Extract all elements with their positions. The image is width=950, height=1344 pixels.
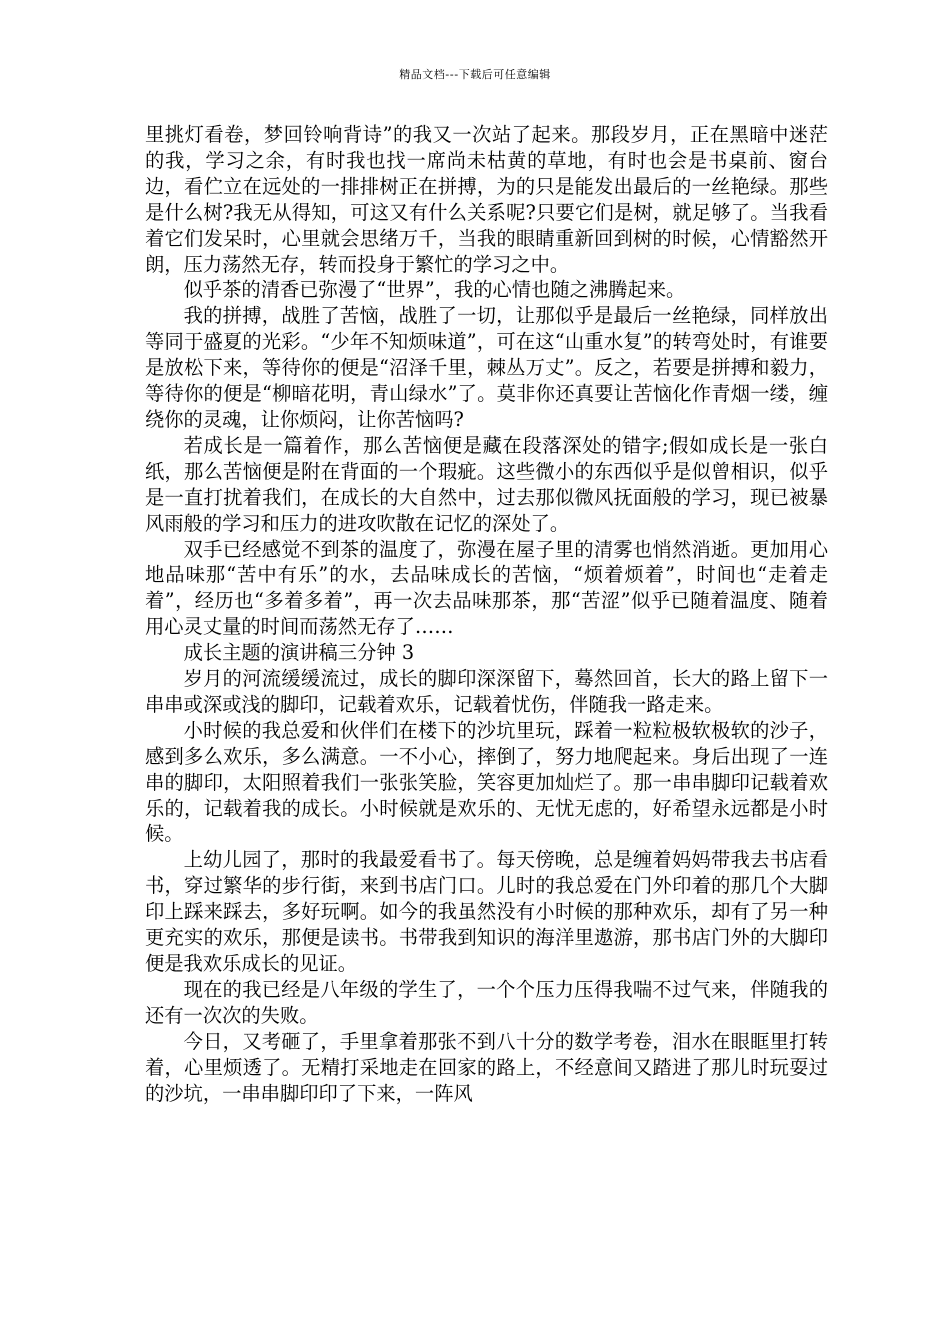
paragraph-5: 双手已经感觉不到茶的温度了，弥漫在屋子里的清雾也悄然消逝。更加用心地品味那“苦中有乐”的水，去品味成长的苦恼，“烦着烦着”，时间也“走着走着”，经历也“多着多着”，再一次去品味那茶，那“苦涩”似乎已随着温度、随着用心灵丈量的时间而荡然无存了…… — [145, 537, 828, 639]
page-header: 精品文档---下载后可任意编辑 — [399, 68, 551, 81]
document-body — [145, 122, 828, 1106]
paragraph-1: 里挑灯看卷，梦回铃响背诗”的我又一次站了起来。那段岁月，正在黑暗中迷茫的我，学习之余，有时我也找一席尚未枯黄的草地，有时也会是书桌前、窗台边，看伫立在远处的一排排树正在拼搏，为的只是能发出最后的一丝艳绿。那些是什么树?我无从得知，可这又有什么关系呢?只要它们是树，就足够了。当我看着它们发呆时，心里就会思绪万千，当我的眼睛重新回到树的时候，心情豁然开朗，压力荡然无存，转而投身于繁忙的学习之中。 — [145, 123, 828, 276]
paragraph-9: 现在的我已经是八年级的学生了，一个个压力压得我喘不过气来，伴随我的还有一次次的失败。 — [145, 977, 828, 1027]
paragraph-8: 上幼儿园了，那时的我最爱看书了。每天傍晚，总是缠着妈妈带我去书店看书，穿过繁华的步行街，来到书店门口。儿时的我总爱在门外印着的那几个大脚印上踩来踩去，多好玩啊。如今的我虽然没有小时候的那种欢乐，却有了另一种更充实的欢乐，那便是读书。书带我到知识的海洋里遨游，那书店门外的大脚印便是我欢乐成长的见证。 — [145, 848, 828, 975]
section-heading: 成长主题的演讲稿三分钟 3 — [183, 641, 415, 665]
paragraph-10: 今日，又考砸了，手里拿着那张不到八十分的数学考卷，泪水在眼眶里打转着，心里烦透了。无精打采地走在回家的路上，不经意间又踏进了那儿时玩耍过的沙坑，一串串脚印印了下来，一阵风 — [145, 1029, 828, 1105]
paragraph-3: 我的拼搏，战胜了苦恼，战胜了一切，让那似乎是最后一丝艳绿，同样放出等同于盛夏的光彩。“少年不知烦味道”，可在这“山重水复”的转弯处时，有谁要是放松下来，等待你的便是“沼泽千里，棘丛万丈”。反之，若要是拼搏和毅力，等待你的便是“柳暗花明，青山绿水”了。莫非你还真要让苦恼化作青烟一缕，缠绕你的灵魂，让你烦闷，让你苦恼吗? — [145, 304, 828, 431]
paragraph-6: 岁月的河流缓缓流过，成长的脚印深深留下，蓦然回首，长大的路上留下一串串或深或浅的脚印，记载着欢乐，记载着忧伤，伴随我一路走来。 — [145, 667, 828, 716]
paragraph-2: 似乎茶的清香已弥漫了“世界”，我的心情也随之沸腾起来。 — [183, 278, 686, 302]
paragraph-7: 小时候的我总爱和伙伴们在楼下的沙坑里玩，踩着一粒粒极软极软的沙子，感到多么欢乐，多么满意。一不小心，摔倒了，努力地爬起来。身后出现了一连串的脚印，太阳照着我们一张张笑脸，笑容更加灿烂了。那一串串脚印记载着欢乐的，记载着我的成长。小时候就是欢乐的、无忧无虑的，好希望永远都是小时候。 — [145, 718, 828, 846]
paragraph-4: 若成长是一篇着作，那么苦恼便是藏在段落深处的错字;假如成长是一张白纸，那么苦恼便是附在背面的一个瑕疵。这些微小的东西似乎是似曾相识，似乎是一直打扰着我们，在成长的大自然中，过去那似微风抚面般的学习，现已被暴风雨般的学习和压力的进攻吹散在记忆的深处了。 — [145, 433, 828, 535]
